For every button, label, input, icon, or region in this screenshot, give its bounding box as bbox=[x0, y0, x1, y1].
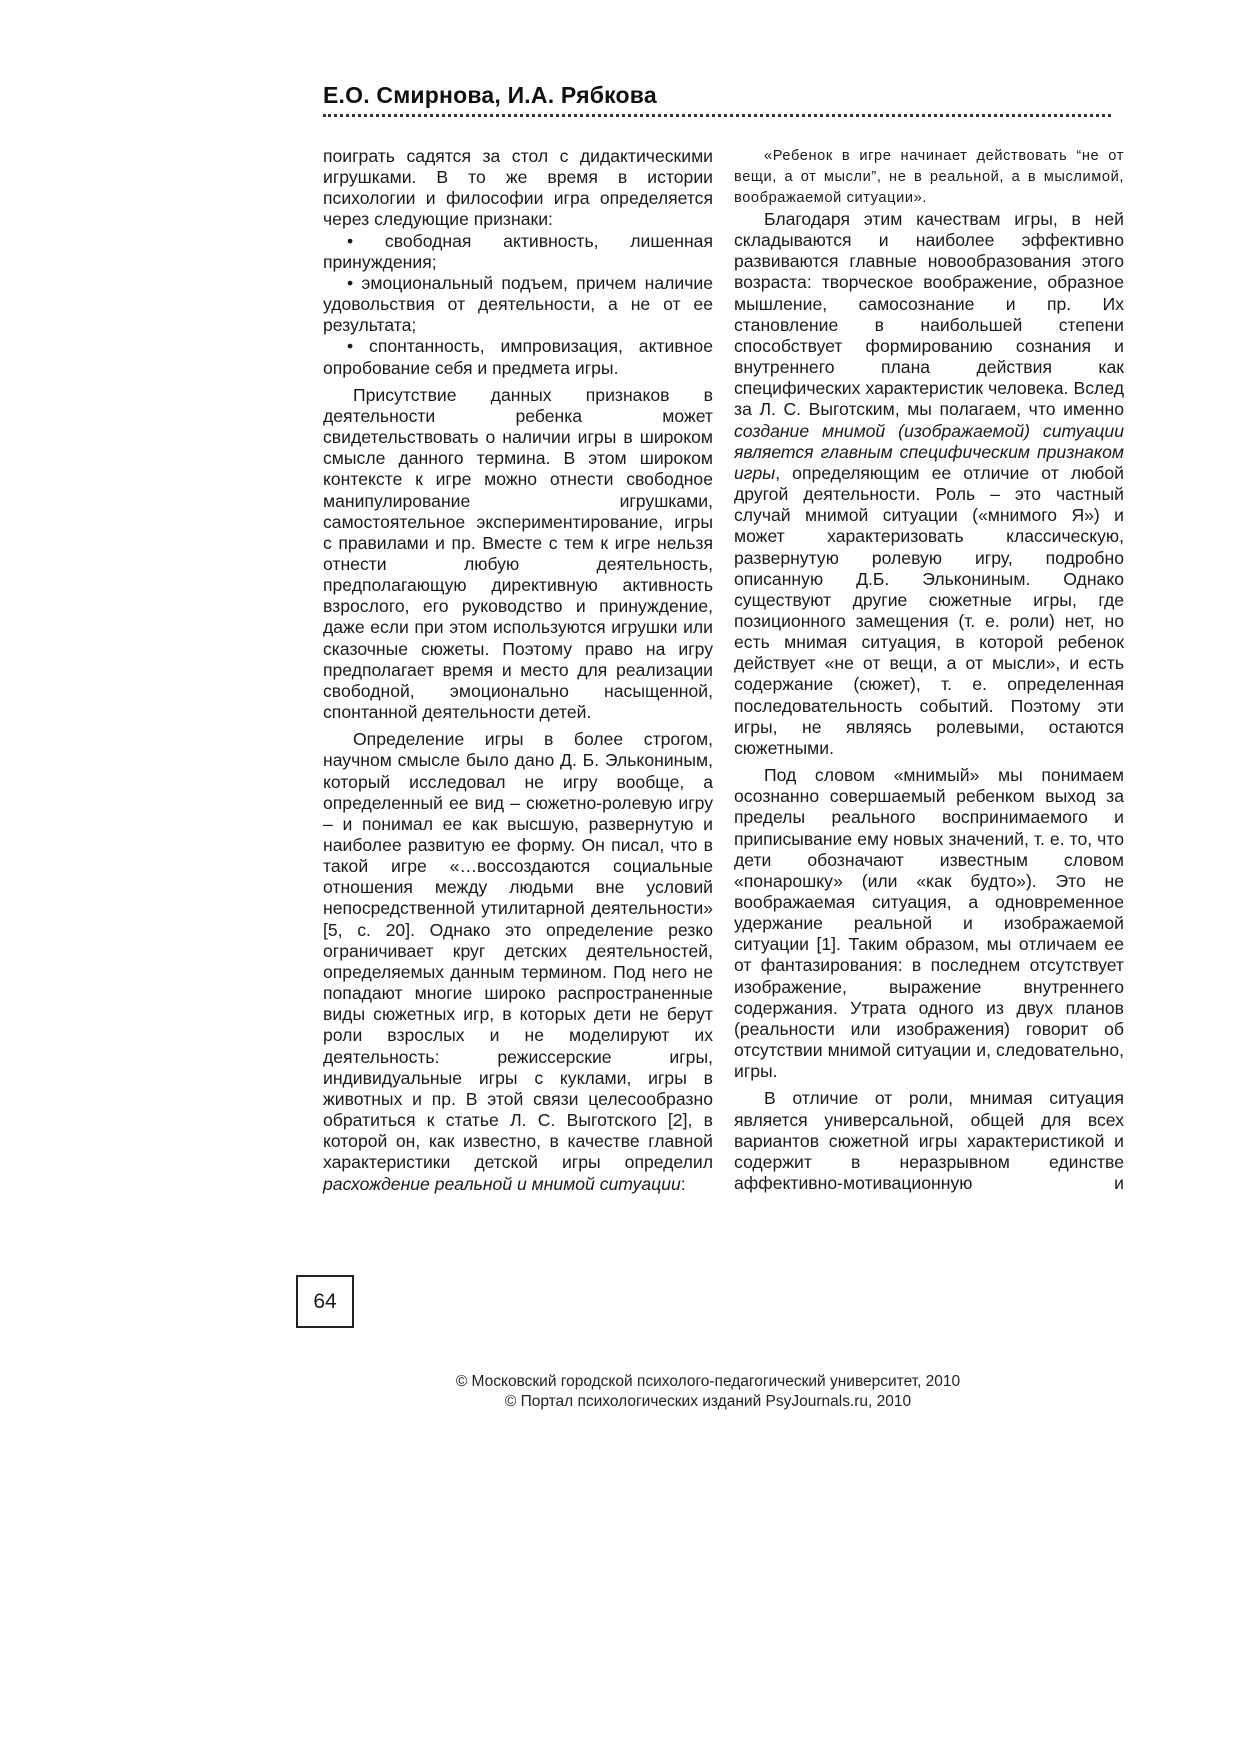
paragraph-text: Определение игры в более строгом, научном смысле было дано Д. Б. Элькониным, который исследовал не игру вообще, а определенный ее вид – сюжетно-ролевую игру – и понимал ее как высшую, развернутую и наиболее развитую ее форму. Он писал, что в такой игре «…воссоздаются социальные отношения между людьми вне условий непосредственной утилитарной деятельности» [5, с. 20]. Однако это определение резко ограничивает круг детских деятельностей, определяемых данным термином. Под него не попадают многие широко распространенные виды сюжетных игр, в которых дети не берут роли взрослых и не моделируют их деятельность: режиссерские игры, индивидуальные игры с куклами, игры в животных и пр. В этой связи целесообразно обратиться к статье Л. С. Выготского [2], в которой он, как известно, в качестве главной характеристики детской игры определил bbox=[323, 729, 713, 1173]
paragraph-end: : bbox=[680, 1173, 686, 1194]
header-authors: Е.О. Смирнова, И.А. Рябкова bbox=[323, 82, 657, 108]
bullet-item: • свободная активность, лишенная принуждения; bbox=[323, 230, 713, 272]
paragraph: В отличие от роли, мнимая ситуация является универсальной, общей для всех вариантов сюжетной игры характеристикой и содержит в неразрывном единстве аффективно-мотивационную и bbox=[734, 1088, 1124, 1194]
bullet-item: • спонтанность, импровизация, активное опробование себя и предмета игры. bbox=[323, 336, 713, 378]
copyright-line: © Московский городской психолого-педагогический университет, 2010 bbox=[455, 1373, 961, 1390]
italic-emphasis: расхождение реальной и мнимой ситуации bbox=[323, 1173, 681, 1194]
paragraph-text: , определяющим ее отличие от любой другой деятельности. Роль – это частный случай мнимой ситуации («мнимого Я») и может характеризовать классическую, развернутую ролевую игру, подробно описанную Д.Б. Элькониным. Однако существуют другие сюжетные игры, где позиционного замещения (т. е. роли) нет, но есть мнимая ситуация, в которой ребенок действует «не от вещи, а от мысли», и есть содержание (сюжет), т. е. определенная последовательность событий. Поэтому эти игры, не являясь ролевыми, остаются сюжетными. bbox=[734, 462, 1124, 758]
paragraph: Присутствие данных признаков в деятельности ребенка может свидетельствовать о наличии игры в широком смысле данного термина. В этом широком контексте к игре можно отнести свободное манипулирование игрушками, самостоятельное экспериментирование, игры с правилами и пр. Вместе с тем к игре нельзя отнести любую деятельность, предполагающую директивную активность взрослого, его руководство и принуждение, даже если при этом используются игрушки или сказочные сюжеты. Поэтому право на игру предполагает время и место для реализации свободной, эмоционально насыщенной, спонтанной деятельности детей. bbox=[323, 384, 713, 723]
paragraph-text: Благодаря этим качествам игры, в ней складываются и наиболее эффективно развиваются главные новообразования этого возраста: творческое воображение, образное мышление, самосознание и пр. Их становление в наибольшей степени способствует формированию сознания и внутреннего плана действия как специфических характеристик человека. Вслед за Л. С. Выготским, мы полагаем, что именно bbox=[734, 209, 1124, 420]
copyright-line: © Портал психологических изданий PsyJournals.ru, 2010 bbox=[504, 1393, 912, 1410]
epigraph-quote: «Ребенок в игре начинает действовать “не от вещи, а от мысли”, не в реальной, а в мыслимой, воображаемой ситуации». bbox=[734, 148, 1124, 206]
paragraph bbox=[323, 729, 713, 1194]
page-number: 64 bbox=[296, 1275, 354, 1328]
paragraph bbox=[734, 209, 1124, 759]
paragraph: Под словом «мнимый» мы понимаем осознанно совершаемый ребенком выход за пределы реального воспринимаемого и приписывание ему новых значений, т. е. то, что дети обозначают известным словом «понарошку» (или «как будто»). Это не воображаемая ситуация, а одновременное удержание реальной и изображаемой ситуации [1]. Таким образом, мы отличаем ее от фантазирования: в последнем отсутствует изображение, выражение внутреннего содержания. Утрата одного из двух планов (реальности или изображения) говорит об отсутствии мнимой ситуации и, следовательно, игры. bbox=[734, 765, 1124, 1082]
italic-emphasis: создание мнимой (изображаемой) ситуации является главным специфическим признаком игры bbox=[734, 420, 1124, 483]
paragraph: поиграть садятся за стол с дидактическими игрушками. В то же время в истории психологии и философии игра определяется через следующие признаки: bbox=[323, 146, 713, 230]
bullet-item: • эмоциональный подъем, причем наличие удовольствия от деятельности, а не от ее результата; bbox=[323, 272, 713, 336]
copyright-footer bbox=[0, 1372, 1240, 1412]
left-column bbox=[323, 146, 713, 1195]
right-column bbox=[734, 146, 1124, 1194]
running-header bbox=[323, 82, 1111, 117]
